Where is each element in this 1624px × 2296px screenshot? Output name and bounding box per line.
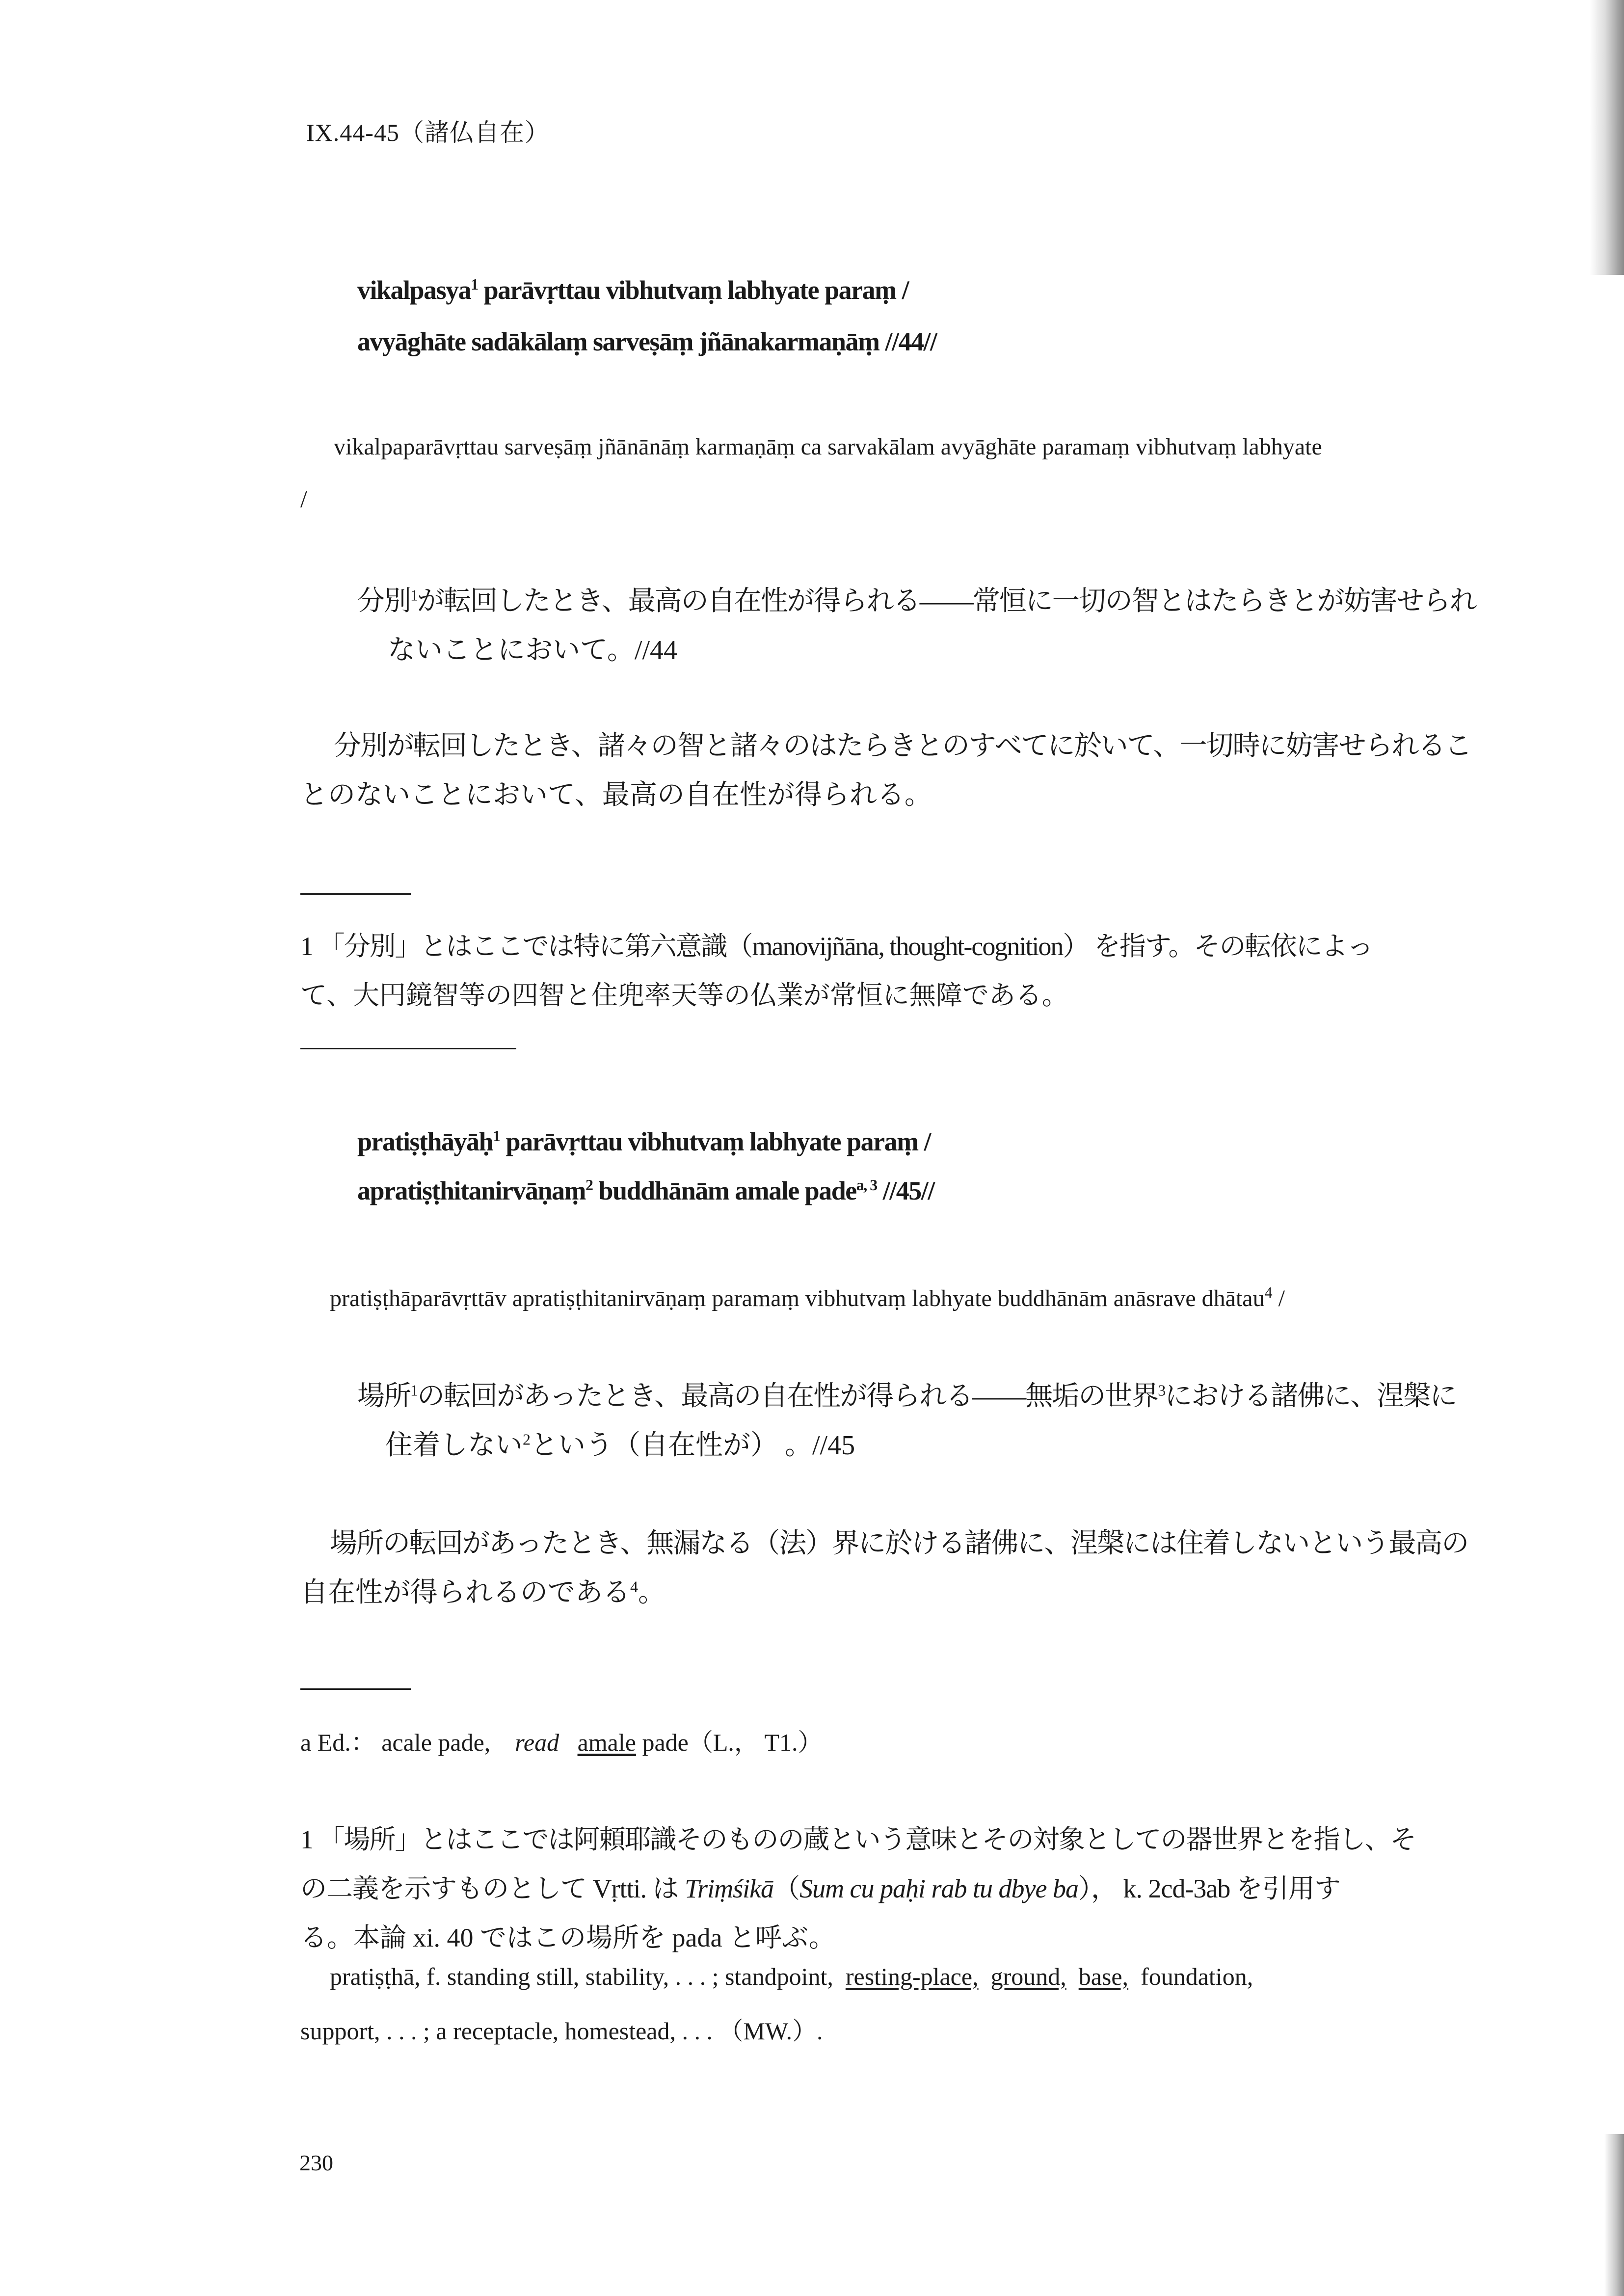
translation-45-prose-l2: 自在性が得られるのである$^4$。 — [300, 1577, 666, 1608]
translation-45-verse: 場所$^1$の転回があったとき、最高の自在性が得られる――無垢の世界$^3$における諸佛に、涅槃に — [357, 1381, 1457, 1412]
translation-45-verse-cont: 住着しない$^2$という（自在性が） 。//45 — [385, 1430, 855, 1461]
footnote-rule-44 — [300, 893, 411, 895]
note-a: a Ed.： acale pade, read amale pade（L.， T1.） — [300, 1729, 823, 1756]
scan-shadow-bottom — [1604, 2134, 1624, 2296]
verse-44-line-1: vikalpasya$^1$ parāvṛttau vibhutvaṃ labhyate paraṃ / — [357, 275, 909, 305]
footnote-45-1-l2: の二義を示すものとして Vṛtti. は Triṃśikā（Sum cu paḥi rab tu dbye ba）， k. 2cd-3ab を引用す — [300, 1874, 1340, 1903]
commentary-44-end: / — [300, 485, 307, 512]
footnote-44-1-l1: 1 「分別」とはここでは特に第六意識（manovijñāna, thought-cognition） を指す。その転依によっ — [300, 932, 1373, 961]
footnote-45-1-l1: 1 「場所」とはここでは阿頼耶識そのものの蔵という意味とその対象としての器世界とを指し、そ — [300, 1825, 1416, 1854]
mw-definition-l2: support, . . . ; a receptacle, homestead, . . . （MW.）. — [300, 2017, 823, 2045]
translation-44-prose-l1: 分別が転回したとき、諸々の智と諸々のはたらきとのすべてに於いて、一切時に妨害せられるこ — [334, 731, 1471, 761]
translation-44-verse-cont: ないことにおいて。//44 — [388, 635, 677, 666]
page-number: 230 — [299, 2150, 333, 2175]
footnote-45-1-l3: る。本論 xi. 40 ではこの場所を pada と呼ぶ。 — [300, 1923, 836, 1952]
translation-45-prose-l1: 場所の転回があったとき、無漏なる（法）界に於ける諸佛に、涅槃には住着しないという最高の — [330, 1528, 1468, 1559]
verse-45-line-1: pratiṣṭhāyāḥ$^1$ parāvṛttau vibhutvaṃ labhyate paraṃ / — [357, 1127, 931, 1156]
translation-44-prose-l2: とのないことにおいて、最高の自在性が得られる。 — [300, 780, 932, 810]
verse-45-line-2: apratiṣṭhitanirvāṇaṃ$^2$ buddhānām amale pade$^{a, 3}$ //45// — [357, 1176, 934, 1205]
footnote-44-1-l2: て、大円鏡智等の四智と住兜率天等の仏業が常恒に無障である。 — [300, 981, 1068, 1010]
footnote-rule-45 — [300, 1688, 411, 1690]
scan-shadow-top — [1590, 0, 1624, 275]
footnote-rule-44-end — [300, 1048, 516, 1049]
running-head: IX.44-45（諸仏自在） — [306, 119, 550, 146]
verse-44-line-2: avyāghāte sadākālaṃ sarveṣāṃ jñānakarmaṇāṃ //44// — [357, 327, 937, 356]
mw-definition-l1: pratiṣṭhā, f. standing still, stability, . . . ; standpoint, resting-place, ground, base, foundation, — [330, 1963, 1253, 1990]
commentary-45: pratiṣṭhāparāvṛttāv apratiṣṭhitanirvāṇaṃ paramaṃ vibhutvaṃ labhyate buddhānām anāsrave dhātau$^4$ / — [330, 1283, 1285, 1311]
translation-44-verse: 分別$^1$が転回したとき、最高の自在性が得られる――常恒に一切の智とはたらきとが妨害せられ — [357, 586, 1476, 616]
commentary-44: vikalpaparāvṛttau sarveṣāṃ jñānānāṃ karmaṇāṃ ca sarvakālam avyāghāte paramaṃ vibhutvaṃ labhyate — [334, 434, 1322, 460]
